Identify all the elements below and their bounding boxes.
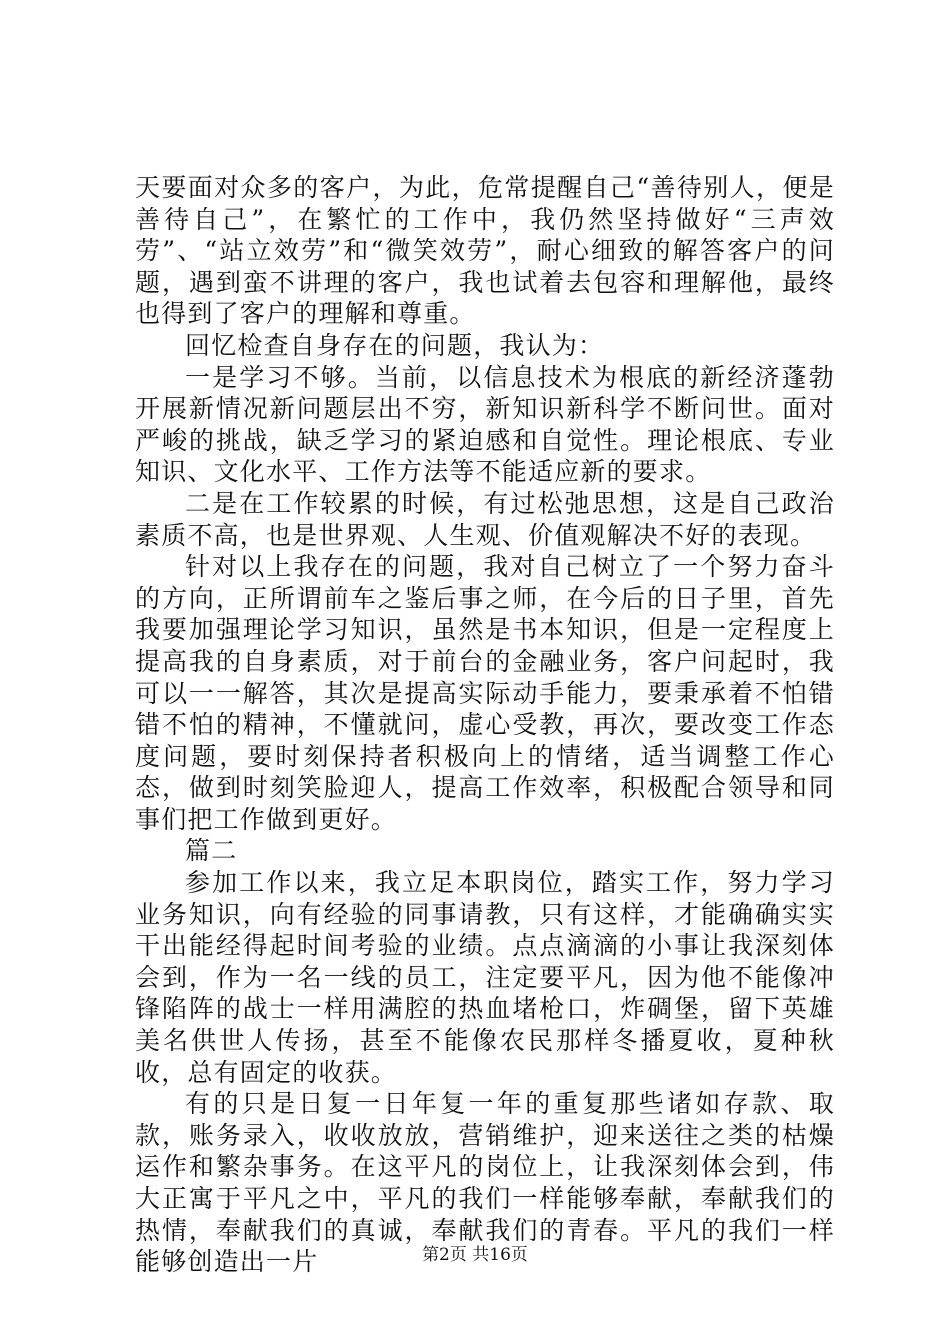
paragraph-7: 参加工作以来，我立足本职岗位，踏实工作，努力学习业务知识，向有经验的同事请教，只有这样，才能确确实实干出能经得起时间考验的业绩。点点滴滴的小事让我深刻体会到，作为一名一线的员工，注定要平凡，因为他不能像冲锋陷阵的战士一样用满腔的热血堵枪口，炸碉堡，留下英雄美名供世人传扬，甚至不能像农民那样冬播夏收，夏种秋收，总有固定的收获。 (135, 868, 835, 1087)
section-heading: 篇二 (185, 836, 238, 866)
paragraph-8: 有的只是日复一日年复一年的重复那些诸如存款、取款，账务录入，收收放放，营销维护，迎来送往之类的枯燥运作和繁杂事务。在这平凡的岗位上，让我深刻体会到，伟大正寓于平凡之中，平凡的我们一样能够奉献，奉献我们的热情，奉献我们的真诚，奉献我们的青春。平凡的我们一样能够创造出一片 (135, 1089, 835, 1277)
page-footer: 第2页 共16页 (422, 1245, 528, 1265)
paragraph-2: 回忆检查自身存在的问题，我认为： (185, 330, 605, 360)
paragraph-5: 针对以上我存在的问题，我对自己树立了一个努力奋斗的方向，正所谓前车之鉴后事之师，在今后的日子里，首先我要加强理论学习知识，虽然是书本知识，但是一定程度上提高我的自身素质，对于前台的金融业务，客户问起时，我可以一一解答，其次是提高实际动手能力，要秉承着不怕错错不怕的精神，不懂就问，虚心受教，再次，要改变工作态度问题，要时刻保持者积极向上的情绪，适当调整工作心态，做到时刻笑脸迎人，提高工作效率，积极配合领导和同事们把工作做到更好。 (135, 552, 835, 834)
paragraph-3: 一是学习不够。当前，以信息技术为根底的新经济蓬勃开展新情况新问题层出不穷，新知识新科学不断问世。面对严峻的挑战，缺乏学习的紧迫感和自觉性。理论根底、专业知识、文化水平、工作方法等不能适应新的要求。 (135, 362, 835, 487)
document-body (135, 172, 835, 1278)
paragraph-1: 天要面对众多的客户，为此，危常提醒自己“善待别人，便是善待自己”，在繁忙的工作中，我仍然坚持做好“三声效劳”、“站立效劳”和“微笑效劳”，耐心细致的解答客户的问题，遇到蛮不讲理的客户，我也试着去包容和理解他，最终也得到了客户的理解和尊重。 (135, 173, 835, 329)
paragraph-4: 二是在工作较累的时候，有过松弛思想，这是自己政治素质不高，也是世界观、人生观、价值观解决不好的表现。 (135, 488, 835, 550)
